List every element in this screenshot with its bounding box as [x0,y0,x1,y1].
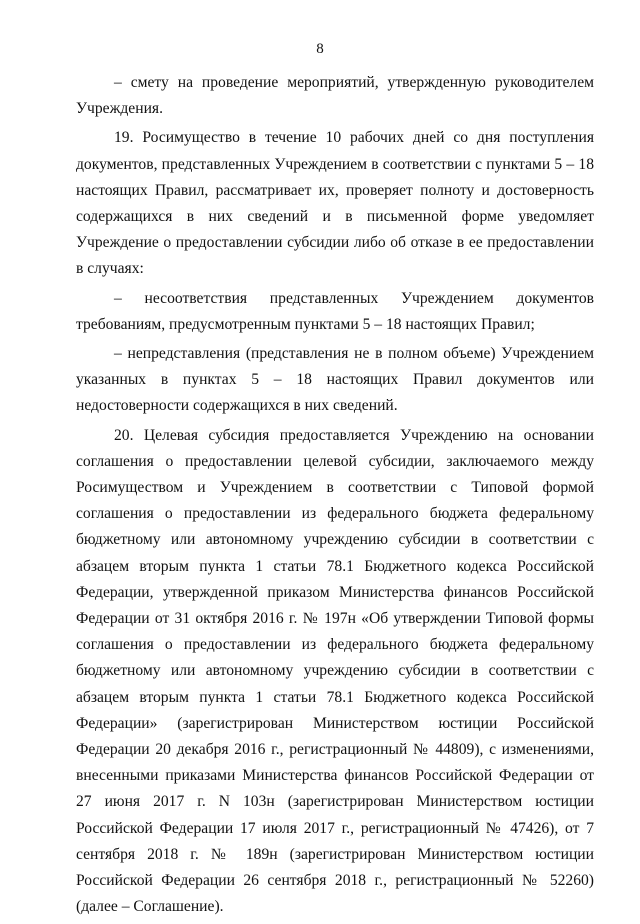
paragraph-19-case-nonconformity: – несоответствия представленных Учреждением документов требованиям, предусмотренным пунктами 5 – 18 настоящих Правил; [76,289,594,333]
paragraph-19-case-nonsubmission: – непредставления (представления не в полном объеме) Учреждением указанных в пунктах 5 – 18 настоящих Правил документов или недостоверности содержащихся в них сведений. [76,345,594,415]
document-body [76,70,594,924]
page-number: 8 [316,41,324,57]
paragraph-19: 19. Росимущество в течение 10 рабочих дней со дня поступления документов, представленных Учреждением в соответствии с пунктами 5 – 18 настоящих Правил, рассматривает их, проверяет полноту и достоверность содержащихся в них сведений и в письменной форме уведомляет Учреждение о предоставлении субсидии либо об отказе в ее предоставлении в случаях: [76,129,594,278]
paragraph-estimate: – смету на проведение мероприятий, утвержденную руководителем Учреждения. [76,74,594,118]
paragraph-20: 20. Целевая субсидия предоставляется Учреждению на основании соглашения о предоставлении целевой субсидии, заключаемого между Росимуществом и Учреждением в соответствии с Типовой формой соглашения о предоставлении из федерального бюджета федеральному бюджетному или автономному учреждению субсидии в соответствии с абзацем вторым пункта 1 статьи 78.1 Бюджетного кодекса Российской Федерации, утвержденной приказом Министерства финансов Российской Федерации от 31 октября 2016 г. № 197н «Об утверждении Типовой формы соглашения о предоставлении из федерального бюджета федеральному бюджетному или автономному учреждению субсидии в соответствии с абзацем вторым пункта 1 статьи 78.1 Бюджетного кодекса Российской Федерации» (зарегистрирован Министерством юстиции Российской Федерации 20 декабря 2016 г., регистрационный № 44809), с изменениями, внесенными приказами Министерства финансов Российской Федерации от 27 июня 2017 г. N 103н (зарегистрирован Министерством юстиции Российской Федерации 17 июля 2017 г., регистрационный № 47426), от 7 сентября 2018 г. № 189н (зарегистрирован Министерством юстиции Российской Федерации 26 сентября 2018 г., регистрационный № 52260) (далее – Соглашение). [76,426,594,916]
